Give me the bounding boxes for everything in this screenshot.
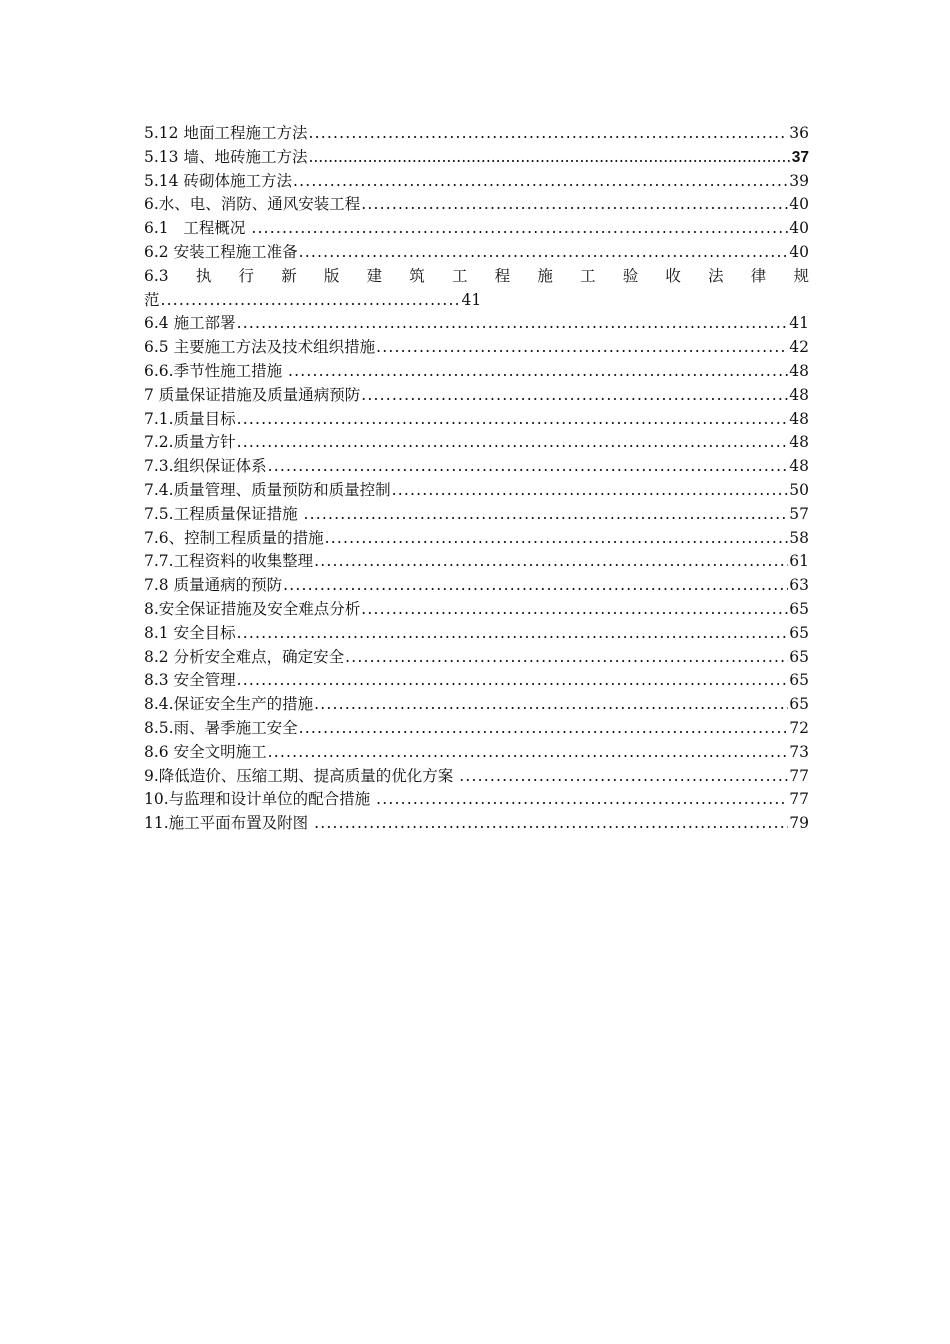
toc-entry-page: 65 — [789, 671, 809, 690]
toc-entry-title: 7.4.质量管理、质量预防和质量控制 — [144, 480, 391, 499]
toc-entry[interactable] — [144, 336, 809, 360]
toc-entry-title: 7.8 质量通病的预防 — [144, 576, 283, 595]
toc-entry-page: 39 — [789, 171, 809, 190]
toc-leader-dots — [361, 193, 788, 217]
toc-leader-dots — [288, 360, 788, 384]
toc-leader-dots — [345, 646, 788, 670]
toc-entry-page: 41 — [789, 314, 809, 333]
toc-entry[interactable] — [144, 646, 809, 670]
toc-entry-page: 73 — [789, 742, 809, 761]
toc-leader-dots — [304, 503, 789, 527]
toc-entry-title-part: 收 — [665, 266, 681, 285]
toc-entry-title-part: 程 — [494, 266, 511, 285]
toc-entry-page: 40 — [789, 242, 809, 261]
toc-leader-dots — [299, 241, 789, 265]
toc-entry-page: 79 — [789, 814, 809, 833]
toc-entry-page: 72 — [789, 718, 809, 737]
toc-entry-title-part: 6.3 — [144, 266, 169, 285]
toc-entry-title: 8.安全保证措施及安全难点分析 — [144, 599, 361, 618]
toc-entry[interactable] — [144, 527, 809, 551]
toc-leader-dots — [459, 765, 788, 789]
toc-leader-dots — [314, 693, 788, 717]
toc-entry-page: 65 — [789, 599, 809, 618]
toc-entry-title-part: 律 — [750, 266, 767, 285]
toc-entry-page: 77 — [789, 766, 809, 785]
toc-leader-dots — [361, 598, 788, 622]
toc-entry[interactable] — [144, 384, 809, 408]
toc-entry[interactable] — [144, 479, 809, 503]
toc-entry-title: 7.2.质量方针 — [144, 433, 236, 452]
toc-entry[interactable] — [144, 408, 809, 432]
toc-entry-title: 8.3 安全管理 — [144, 671, 236, 690]
toc-entry-title: 7.7.工程资料的收集整理 — [144, 552, 314, 571]
toc-entry-title: 8.4.保证安全生产的措施 — [144, 695, 314, 714]
toc-entry[interactable] — [144, 170, 809, 194]
toc-leader-dots — [376, 336, 788, 360]
toc-entry-title: 9.降低造价、压缩工期、提高质量的优化方案 — [144, 766, 459, 785]
toc-entry[interactable] — [144, 598, 809, 622]
toc-entry-title: 7.3.组织保证体系 — [144, 457, 267, 476]
toc-leader-dots — [308, 146, 790, 170]
toc-entry-title: 6.5 主要施工方法及技术组织措施 — [144, 338, 376, 357]
toc-leader-dots — [237, 669, 789, 693]
toc-entry-title-part: 建 — [366, 266, 383, 285]
toc-entry[interactable] — [144, 360, 809, 384]
toc-entry-title: 7.6、控制工程质量的措施 — [144, 528, 324, 547]
toc-entry-title-part: 验 — [622, 266, 639, 285]
toc-entry[interactable] — [144, 122, 809, 146]
toc-leader-dots — [237, 431, 789, 455]
toc-entry-title: 6.4 施工部署 — [144, 314, 236, 333]
toc-leader-dots — [283, 574, 788, 598]
toc-entry-title: 6.6.季节性施工措施 — [144, 361, 288, 380]
toc-entry-title-part: 规 — [793, 266, 809, 285]
toc-entry-title: 8.2 分析安全难点，确定安全 — [144, 647, 345, 666]
toc-entry[interactable] — [144, 146, 809, 170]
toc-entry-page: 77 — [789, 790, 809, 809]
toc-entry[interactable] — [144, 693, 809, 717]
toc-leader-dots — [299, 717, 789, 741]
toc-leader-dots — [268, 455, 789, 479]
toc-entry[interactable] — [144, 217, 809, 241]
toc-leader-dots — [237, 622, 789, 646]
toc-leader-dots — [251, 217, 788, 241]
toc-entry-page: 58 — [789, 528, 809, 547]
toc-entry-page: 50 — [789, 480, 809, 499]
toc-entry[interactable] — [144, 717, 809, 741]
toc-entry-title-part: 施 — [537, 266, 553, 285]
toc-entry-title: 6.1 工程概况 — [144, 219, 251, 238]
toc-entry[interactable] — [144, 550, 809, 574]
toc-entry-page: 48 — [789, 361, 809, 380]
toc-leader-dots — [325, 527, 789, 551]
toc-leader-dots — [361, 384, 788, 408]
toc-entry[interactable] — [144, 431, 809, 455]
toc-entry[interactable] — [144, 574, 809, 598]
toc-entry-title-part: 新 — [281, 266, 297, 285]
toc-entry-page: 63 — [789, 576, 809, 595]
toc-leader-dots — [293, 170, 788, 194]
toc-entry-page: 48 — [789, 433, 809, 452]
toc-leader-dots — [376, 788, 788, 812]
table-of-contents — [144, 122, 809, 836]
toc-entry-title: 范 — [144, 290, 160, 309]
toc-leader-dots — [314, 550, 788, 574]
toc-leader-dots — [161, 289, 461, 313]
toc-entry-title-part: 执 — [195, 266, 212, 285]
toc-entry-page: 36 — [789, 124, 809, 142]
toc-entry[interactable] — [144, 193, 809, 217]
toc-entry-page: 37 — [791, 148, 809, 166]
toc-entry[interactable] — [144, 312, 809, 336]
toc-entry-page: 40 — [789, 219, 809, 238]
toc-entry-wrapped-line2[interactable] — [144, 289, 809, 313]
toc-entry-page: 48 — [789, 385, 809, 404]
toc-entry-title-part: 工 — [580, 266, 596, 285]
toc-entry-title: 5.13 墙、地砖施工方法 — [144, 147, 308, 166]
toc-leader-dots — [314, 812, 788, 836]
toc-entry-title: 8.5.雨、暑季施工安全 — [144, 718, 298, 737]
toc-entry-title-part: 工 — [451, 266, 468, 285]
toc-entry-title: 6.2 安装工程施工准备 — [144, 242, 298, 261]
toc-leader-dots — [308, 122, 788, 146]
toc-entry-title: 5.14 砖砌体施工方法 — [144, 171, 292, 190]
toc-entry-title: 7 质量保证措施及质量通病预防 — [144, 385, 361, 404]
toc-entry-page: 61 — [789, 552, 809, 571]
toc-entry-title-part: 行 — [238, 266, 255, 285]
toc-entry-page: 40 — [789, 195, 809, 214]
toc-entry-title: 11.施工平面布置及附图 — [144, 814, 314, 833]
toc-leader-dots — [237, 312, 789, 336]
toc-leader-dots — [392, 479, 789, 503]
toc-entry[interactable] — [144, 741, 809, 765]
toc-entry[interactable] — [144, 455, 809, 479]
toc-entry-page: 65 — [789, 695, 809, 714]
toc-entry-title: 8.6 安全文明施工 — [144, 742, 267, 761]
toc-entry-title-part: 筑 — [409, 266, 425, 285]
toc-entry-title-part: 版 — [323, 266, 340, 285]
toc-entry-title: 8.1 安全目标 — [144, 623, 236, 642]
toc-entry-page: 42 — [789, 338, 809, 357]
toc-entry[interactable] — [144, 765, 809, 789]
toc-entry-page: 48 — [789, 409, 809, 428]
toc-entry-title: 10.与监理和设计单位的配合措施 — [144, 790, 376, 809]
toc-entry-title: 7.1.质量目标 — [144, 409, 236, 428]
toc-entry-title-part: 法 — [708, 266, 724, 285]
toc-entry-page: 41 — [461, 290, 482, 309]
toc-entry[interactable] — [144, 788, 809, 812]
toc-entry-title: 6.水、电、消防、通风安装工程 — [144, 195, 361, 214]
toc-entry[interactable] — [144, 622, 809, 646]
toc-entry[interactable] — [144, 241, 809, 265]
toc-leader-dots — [268, 741, 789, 765]
toc-entry[interactable] — [144, 812, 809, 836]
toc-entry-page: 57 — [789, 504, 809, 523]
toc-entry-page: 65 — [789, 647, 809, 666]
toc-entry[interactable] — [144, 503, 809, 527]
toc-leader-dots — [237, 408, 789, 432]
toc-entry-wrapped-line1[interactable] — [144, 265, 809, 289]
toc-entry-page: 48 — [789, 457, 809, 476]
toc-entry-page: 65 — [789, 623, 809, 642]
toc-entry-title: 5.12 地面工程施工方法 — [144, 124, 308, 142]
toc-entry[interactable] — [144, 669, 809, 693]
toc-entry-title: 7.5.工程质量保证措施 — [144, 504, 303, 523]
